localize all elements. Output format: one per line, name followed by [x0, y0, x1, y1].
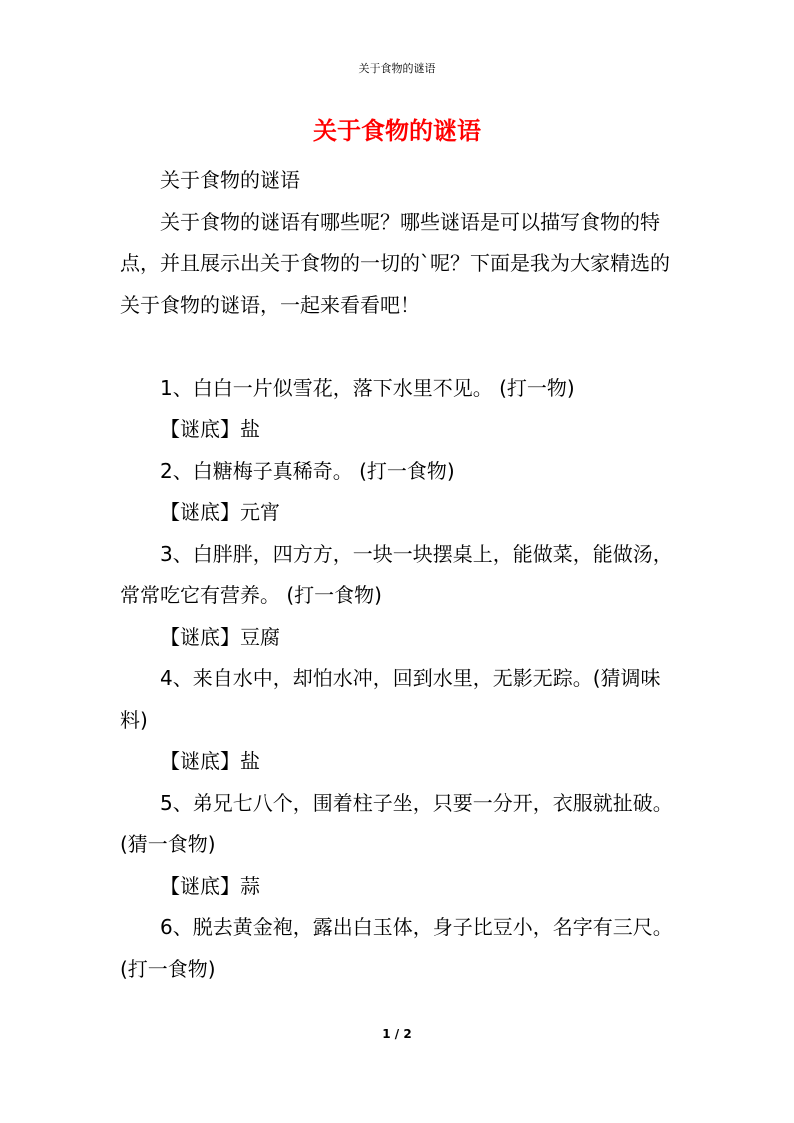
- intro-subtitle: 关于食物的谜语: [160, 168, 300, 192]
- riddle-question-2: 2、白糖梅子真稀奇。 (打一食物): [160, 458, 455, 483]
- running-header: 关于食物的谜语: [358, 62, 436, 75]
- blank-line: [120, 326, 676, 368]
- page-number: 1 / 2: [382, 1027, 412, 1041]
- riddle-question-5: 5、弟兄七八个，围着柱子坐，只要一分开，衣服就扯破。(猜一食物): [120, 790, 673, 856]
- document-body: [120, 160, 676, 990]
- intro-paragraph: 关于食物的谜语有哪些呢？哪些谜语是可以描写食物的特点，并且展示出关于食物的一切的`呢？下面是我为大家精选的关于食物的谜语，一起来看看吧！: [120, 209, 670, 317]
- riddle-question-6: 6、脱去黄金袍，露出白玉体，身子比豆小，名字有三尺。(打一食物): [120, 915, 673, 981]
- riddle-question-1: 1、白白一片似雪花，落下水里不见。 (打一物): [160, 375, 575, 400]
- document-title: 关于食物的谜语: [313, 117, 481, 145]
- riddle-answer-4: 【谜底】盐: [160, 749, 260, 773]
- riddle-question-4: 4、来自水中，却怕水冲，回到水里，无影无踪。(猜调味料): [120, 666, 661, 732]
- riddle-answer-3: 【谜底】豆腐: [160, 624, 280, 649]
- riddle-answer-2: 【谜底】元宵: [160, 500, 280, 524]
- riddle-question-3: 3、白胖胖，四方方，一块一块摆桌上，能做菜，能做汤，常常吃它有营养。 (打一食物): [120, 541, 673, 607]
- riddle-answer-1: 【谜底】盐: [160, 417, 260, 441]
- riddle-answer-5: 【谜底】蒜: [160, 873, 260, 898]
